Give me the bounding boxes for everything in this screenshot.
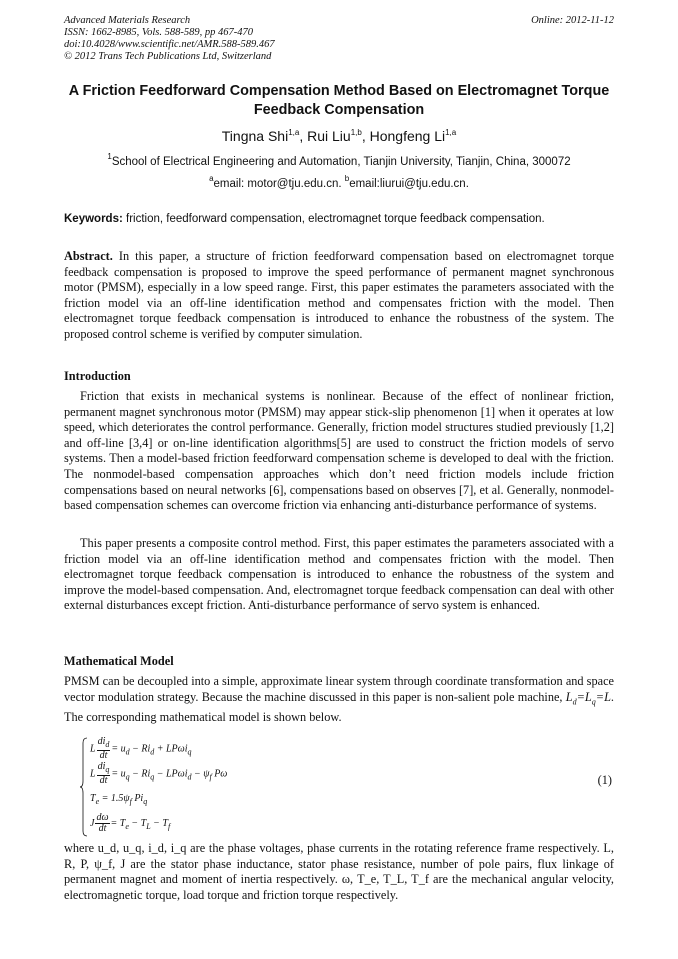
keywords (64, 213, 624, 225)
email-b: email:liurui@tju.edu.cn. (349, 178, 469, 190)
author-name: Rui Liu (307, 128, 351, 144)
section-heading-model: Mathematical Model (64, 654, 174, 668)
model-p1-eq: $L_d=L_q=L$ (565, 689, 611, 707)
eq1-den: dt (99, 750, 108, 761)
eq4-fraction (95, 813, 109, 834)
model-p1-end: . The corresponding mathematical model is shown below. (64, 689, 614, 724)
email-a: email: motor@tju.edu.cn. (213, 178, 342, 190)
equation-1 (80, 735, 620, 840)
eq4-num: dω (96, 812, 109, 823)
keywords-text: friction, feedforward compensation, electromagnet torque feedback compensation. (126, 213, 545, 225)
eq4-lhs: J (90, 817, 95, 829)
equation-line-1: L $\frac{di_d}{dt}$ = $u_d - Ri_d + LP\omega i_q$ (90, 736, 192, 761)
author-name: Tingna Shi (221, 128, 289, 144)
eq1-rhs: = u (111, 743, 126, 755)
affiliation (0, 152, 678, 168)
intro-paragraph-2: This paper presents a composite control method. First, this paper estimates the parameters associated with a friction model via an off-line identification method and compensates friction with the model. Then electromagnet torque feedback compensation is introduced to enhance the robustness of the system and improve the model-based compensation. And, electromagnet torque feedback compensation can deal with other external disturbances except friction. Anti-disturbance performance of servo system is enhanced. (64, 536, 614, 613)
paper-title: A Friction Feedforward Compensation Method Based on Electromagnet Torque Feedback Compensation (68, 83, 610, 118)
author-sup: 1,a (288, 128, 300, 137)
copyright-line: © 2012 Trans Tech Publications Ltd, Switzerland (64, 51, 272, 62)
eq1-num: di (97, 736, 106, 747)
journal-header (64, 15, 275, 63)
author-sup: 1,a (445, 128, 457, 137)
eq1-fraction (97, 737, 111, 761)
journal-name: Advanced Materials Research (64, 15, 191, 26)
eq1-lhs: L (90, 743, 96, 755)
equation-line-3: $T_e = 1.5\psi_f$ $Pi_q$ (90, 793, 148, 806)
online-date: Online: 2012-11-12 (531, 15, 614, 26)
eq4-den: dt (98, 823, 107, 834)
abstract-label: Abstract. (64, 249, 113, 263)
model-p1-eq-l2: L (584, 689, 592, 704)
email-a-sup: a (209, 174, 214, 183)
abstract (64, 249, 614, 343)
model-p1-eq-l3: L (604, 689, 611, 704)
issn-line: ISSN: 1662-8985, Vols. 588-589, pp 467-470 (64, 27, 253, 38)
eq2-num: di (97, 761, 106, 772)
intro-paragraph-1: Friction that exists in mechanical systems is nonlinear. Because of the effect of nonlinear friction, permanent magnet synchronous motor (PMSM) may appear stick-slip phenomenon [1] when it operates at low speed, which deteriorates the control performance. Generally, friction model structures studied previously [1,2] and off-line [3,4] or on-line identification algorithms[5] are used to construct the friction models of servo systems. Then a model-based friction feedforward compensation scheme is developed to deal with the friction. The nonmodel-based compensation approaches which don’t need friction models include friction compensations based on neural networks [6], compensations based on observes [7], et al. Generally, nonmodel-based compensation schemes can overcome friction via enhancing anti-disturbance performance of systems. (64, 389, 614, 513)
equation-brace (80, 737, 88, 837)
equation-number: (1) (597, 773, 612, 787)
equation-line-4: J $\frac{d\omega}{dt}$ = $T_e - T_L - T_f$ (90, 812, 171, 834)
affiliation-text: School of Electrical Engineering and Automation, Tianjin University, Tianjin, China, 300072 (111, 156, 571, 168)
eq2-num-sub: q (105, 765, 110, 774)
equation-line-2: L $\frac{di_q}{dt}$ = $u_q - Ri_q - LP\omega i_d - \psi_f$ Pω (90, 761, 228, 786)
keywords-label: Keywords: (64, 213, 123, 225)
eq3-lhs: T (90, 793, 96, 804)
model-p1-eq-l: L (565, 689, 573, 704)
affiliation-sup: 1 (107, 152, 112, 161)
email-b-sup: b (344, 174, 350, 183)
author-list: Tingna Shi$^{1,a}$, Rui Liu$^{1,b}$, Hongfeng Li$^{1,a}$ (221, 128, 457, 144)
eq1-num-sub: d (105, 740, 110, 749)
eq2-lhs: L (90, 768, 96, 780)
eq2-fraction (97, 762, 111, 786)
author-sup: 1,b (350, 128, 362, 137)
author-name: Hongfeng Li (369, 128, 446, 144)
model-p1-start: PMSM can be decoupled into a simple, approximate linear system through coordinate transformation and space vector modulation strategy. Because the machine discussed in this paper is non-salient pole machine, (64, 674, 614, 704)
abstract-text: In this paper, a structure of friction feedforward compensation based on electromagnet torque feedback compensation is proposed to improve the speed performance of permanent magnet synchronous motor (PMSM), especially in a low speed range. First, this paper estimates the parameters associated with the friction model via an off-line identification method and compensates friction with the model. Then electromagnet torque feedback compensation is introduced to enhance the robustness of the system. The proposed control scheme is verified by computer simulation. (64, 249, 614, 341)
doi-line: doi:10.4028/www.scientific.net/AMR.588-589.467 (64, 39, 275, 50)
model-paragraph-1 (64, 674, 614, 725)
model-paragraph-2: where u_d, u_q, i_d, i_q are the phase voltages, phase currents in the rotating reference frame respectively. L, R, P, ψ_f, J are the stator phase inductance, stator phase resistance, number of pole pairs, flux linkage of permanent magnet and moment of inertia respectively. ω, T_e, T_L, T_f are the mechanical angular velocity, electromagnetic torque, load torque and friction torque respectively. (64, 841, 614, 902)
eq2-den: dt (99, 775, 108, 786)
email-line (0, 174, 678, 190)
section-heading-introduction: Introduction (64, 369, 131, 383)
